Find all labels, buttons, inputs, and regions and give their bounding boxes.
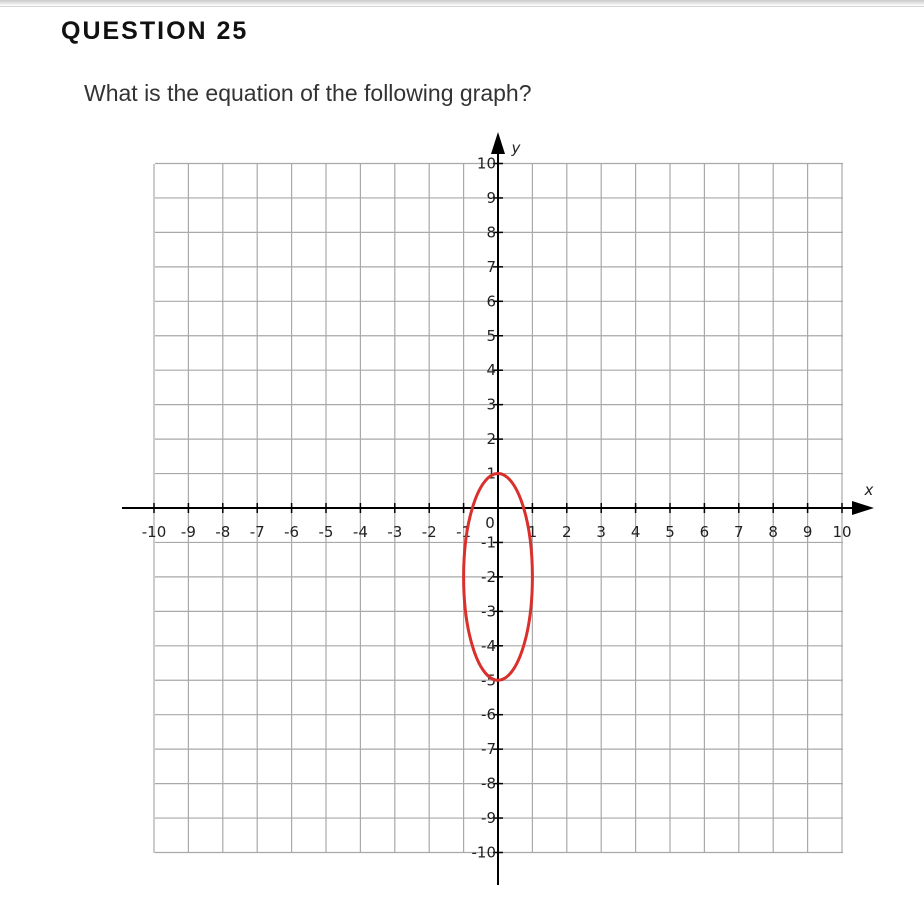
x-tick-label: 6 xyxy=(699,523,710,541)
x-tick-label: -3 xyxy=(387,523,403,541)
x-tick-label: 1 xyxy=(527,523,538,541)
x-tick-label: 9 xyxy=(802,523,813,541)
y-tick-label: -3 xyxy=(481,602,496,621)
y-tick-label: 9 xyxy=(486,188,496,207)
x-tick-label: -8 xyxy=(215,523,231,541)
y-tick-label: -8 xyxy=(481,774,496,793)
y-axis-arrow-icon xyxy=(491,132,505,154)
y-tick-label: -6 xyxy=(481,705,496,724)
x-tick-label: 3 xyxy=(596,523,606,541)
y-tick-label: -10 xyxy=(471,843,496,862)
y-tick-label: 2 xyxy=(486,430,496,449)
x-tick-label: -1 xyxy=(456,523,472,541)
question-title: QUESTION 25 xyxy=(61,17,249,45)
x-tick-label: 7 xyxy=(734,523,744,541)
x-tick-label: -6 xyxy=(284,523,300,541)
x-tick-label: -10 xyxy=(141,523,167,541)
y-tick-label: -1 xyxy=(481,533,496,552)
y-axis-label: y xyxy=(511,139,521,157)
y-tick-label: 4 xyxy=(486,361,496,380)
y-tick-label: -7 xyxy=(481,740,496,759)
x-axis-arrow-icon xyxy=(852,501,874,515)
x-tick-label: 0 xyxy=(485,514,495,532)
x-tick-label: 10 xyxy=(832,523,852,541)
y-tick-label: -2 xyxy=(481,567,496,586)
question-prompt: What is the equation of the following graph? xyxy=(84,80,532,106)
y-tick-label: 8 xyxy=(486,223,496,242)
y-tick-label: -5 xyxy=(481,671,496,690)
y-tick-label: 5 xyxy=(486,326,496,345)
y-tick-label: 6 xyxy=(486,292,496,311)
x-tick-label: -5 xyxy=(318,523,334,541)
y-tick-label: 10 xyxy=(476,154,496,173)
y-tick-label: -9 xyxy=(481,809,496,828)
x-tick-label: 8 xyxy=(768,523,778,541)
x-tick-label: 4 xyxy=(630,523,641,541)
y-tick-label: -4 xyxy=(481,636,496,655)
y-tick-label: 3 xyxy=(486,395,496,414)
x-tick-label: 2 xyxy=(562,523,572,541)
y-tick-label: 1 xyxy=(486,464,496,483)
x-tick-label: -2 xyxy=(421,523,437,541)
x-axis-label: x xyxy=(864,481,874,499)
y-tick-label: 7 xyxy=(486,257,496,276)
x-tick-label: -4 xyxy=(352,523,368,541)
x-tick-label: -7 xyxy=(249,523,265,541)
x-tick-label: 5 xyxy=(665,523,675,541)
x-tick-label: -9 xyxy=(180,523,196,541)
